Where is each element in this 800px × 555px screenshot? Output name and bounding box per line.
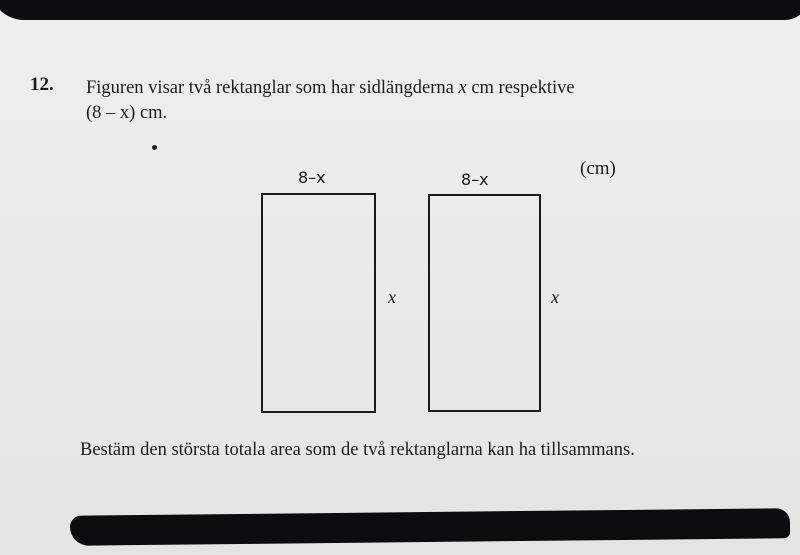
redaction-bar-bottom (70, 508, 790, 546)
task-text-part-1: Figuren visar två rektanglar som har sidlängderna (86, 78, 454, 98)
ink-dot (152, 145, 157, 150)
task-line-1 (86, 76, 575, 101)
unit-label: (cm) (580, 158, 616, 179)
question-text: Bestäm den största totala area som de två rektanglarna kan ha tillsammans. (80, 440, 635, 460)
rect1-side-label: x (388, 287, 396, 307)
rectangle-2 (428, 194, 541, 412)
rect1-top-label: 8–x (298, 168, 326, 187)
task-variable: x (458, 78, 467, 98)
rectangle-1 (261, 193, 376, 413)
task-line-2: (8 – x) cm. (86, 103, 168, 123)
rect2-top-label: 8–x (461, 170, 489, 189)
task-text-part-2: cm respektive (471, 78, 575, 98)
rect2-side-label: x (551, 287, 559, 307)
redaction-bar-top (0, 0, 800, 20)
task-text (86, 76, 575, 126)
task-number: 12. (30, 74, 54, 95)
